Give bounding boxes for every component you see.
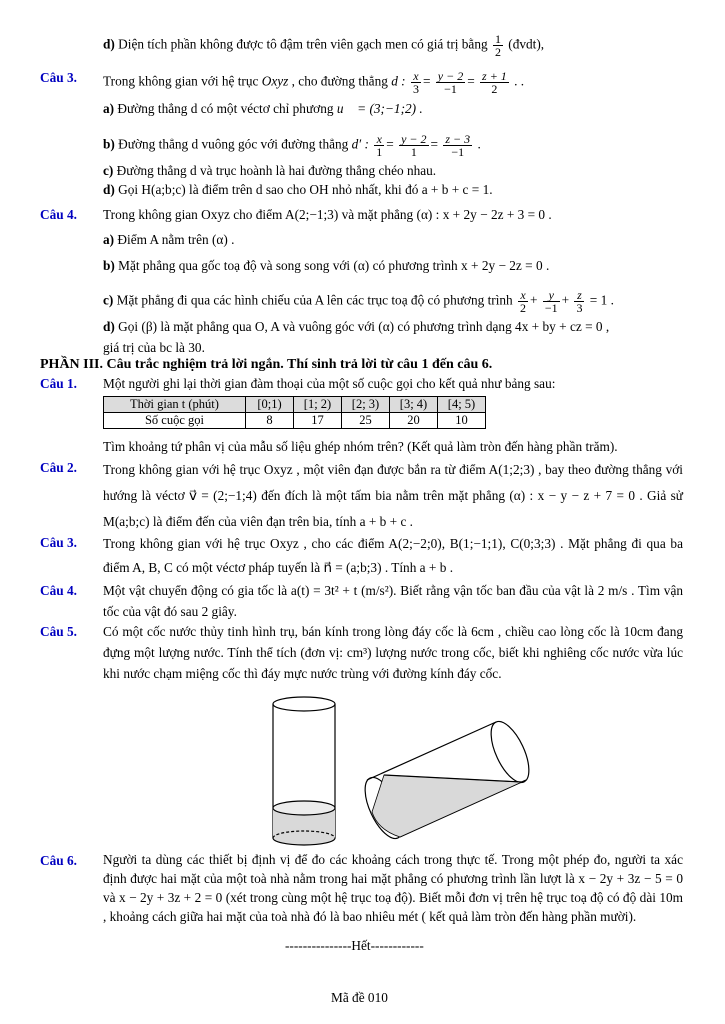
table-cell: 10: [438, 413, 486, 429]
question-stem: Trong không gian với hệ trục Oxyz , cho đường thẳng d : $\frac{x}{3}$ = $\frac{y - 2}{-1}$ = $\frac{z + 1}{2}$ . .: [103, 69, 525, 96]
q4-option-a: a) Điểm A nằm trên (α) .: [103, 232, 235, 247]
q4-option-d-cont: giá trị của bc là 30.: [103, 340, 205, 355]
table-cell: Thời gian t (phút): [104, 397, 246, 413]
question-label: Câu 3.: [40, 535, 77, 550]
q2-option-d: d) Diện tích phần không được tô đậm trên viên gạch men có giá trị bằng $\frac{1}{2}$ (đvdt),: [103, 32, 545, 59]
table-row: [104, 413, 486, 429]
question-text: Trong không gian với hệ trục Oxyz , cho các điểm A(2;−2;0), B(1;−1;1), C(0;3;3) . Mặt phẳng đi qua ba điểm A, B, C có một véctơ pháp tuyến là n⃗ = (a;b;3) . Tính a + b .: [103, 536, 683, 575]
q4-option-b: b) Mặt phẳng qua gốc toạ độ và song song với (α) có phương trình x + 2y − 2z = 0 .: [103, 258, 550, 273]
table-cell: 8: [246, 413, 294, 429]
question-label: Câu 2.: [40, 460, 77, 475]
question-stem: Một người ghi lại thời gian đàm thoại của một số cuộc gọi cho kết quả như bảng sau:: [103, 376, 556, 391]
question-label: Câu 4.: [40, 583, 77, 598]
table-cell: [4; 5): [438, 397, 486, 413]
tilted-cup-icon: [357, 716, 536, 844]
cylinder-figure: [260, 692, 550, 852]
upright-cup-icon: [273, 697, 335, 845]
question-label: Câu 5.: [40, 624, 77, 639]
question-text: Một vật chuyển động có gia tốc là a(t) = 3t² + t (m/s²). Biết rằng vận tốc ban đầu của vật là 2 m/s . Tìm vận tốc của vật đó sau 2 giây.: [103, 583, 683, 619]
option-text: Diện tích phần không được tô đậm trên viên gạch men có giá trị bằng: [118, 36, 488, 52]
table-cell: Số cuộc gọi: [104, 413, 246, 429]
fraction: $\frac{1}{2}$: [494, 32, 501, 59]
table-cell: [3; 4): [390, 397, 438, 413]
question-label: Câu 4.: [40, 207, 77, 222]
question-text: Người ta dùng các thiết bị định vị để đo các khoảng cách trong thực tế. Trong một phép đo, người ta xác định được hai mặt của một toà nhà nằm trong hai mặt phẳng có phương trình lần lượt là x − 2y + 3z − 5 = 0 và x − 2y + 3z + 2 = 0 (xét trong cùng một hệ trục toạ độ). Biết mỗi đơn vị trên hệ trục toạ độ có độ dài 10m , khoảng cách giữa hai mặt của toà nhà đó là bao nhiêu mét ( kết quả làm tròn đến hàng phần mười).: [103, 852, 683, 924]
option-label: d): [103, 36, 115, 52]
q4-option-d: d) Gọi (β) là mặt phẳng qua O, A và vuông góc với (α) có phương trình dạng 4x + by + cz = 0 ,: [103, 319, 610, 334]
q3-option-d: d) Gọi H(a;b;c) là điểm trên d sao cho OH nhỏ nhất, khi đó a + b + c = 1.: [103, 182, 493, 197]
end-mark: ---------------Hết------------: [285, 938, 424, 953]
q3-option-a: a) Đường thẳng d có một véctơ chỉ phương u⃗ = (3;−1;2) .: [103, 101, 423, 116]
question-label: Câu 3.: [40, 70, 77, 85]
exam-code-footer: Mã đề 010: [331, 990, 388, 1005]
table-cell: 20: [390, 413, 438, 429]
q4-option-c: c) Mặt phẳng đi qua các hình chiếu của A lên các trục toạ độ có phương trình $\frac{x}{2}$ + $\frac{y}{-1}$ + $\frac{z}{3}$ = 1 .: [103, 288, 614, 315]
question-text: Có một cốc nước thủy tinh hình trụ, bán kính trong lòng đáy cốc là 6cm , chiều cao lòng cốc là 10cm đang đựng một lượng nước. Tính thể tích (đơn vị: cm³) lượng nước trong cốc, biết khi nghiêng cốc nước vừa lúc khi nước chạm miệng cốc thì đáy mực nước trùng với đường kính đáy cốc.: [103, 624, 683, 681]
table-cell: [0;1): [246, 397, 294, 413]
question-label: Câu 6.: [40, 853, 77, 868]
question-text: Trong không gian với hệ trục Oxyz , một viên đạn được bắn ra từ điểm A(1;2;3) , bay theo đường thẳng với hướng là véctơ v⃗ = (2;−1;4) đến đích là một tấm bia nằm trên mặt phẳng (α) : x − y − z + 7 = 0 . Giả sử M(a;b;c) là điểm đến của viên đạn trên bia, tính a + b + c .: [103, 462, 683, 529]
q3-option-c: c) Đường thẳng d và trục hoành là hai đường thẳng chéo nhau.: [103, 163, 437, 178]
table-cell: [1; 2): [294, 397, 342, 413]
question-text: Tìm khoảng tứ phân vị của mẫu số liệu ghép nhóm trên? (Kết quả làm tròn đến hàng phần trăm).: [103, 439, 618, 454]
q3-option-b: b) Đường thẳng d vuông góc với đường thẳng d′ : $\frac{x}{1}$ = $\frac{y - 2}{1}$ = $\frac{z - 3}{-1}$ .: [103, 132, 481, 159]
table-cell: 25: [342, 413, 390, 429]
table-cell: [2; 3): [342, 397, 390, 413]
question-label: Câu 1.: [40, 376, 77, 391]
part-heading: PHẦN III. Câu trắc nghiệm trả lời ngắn. Thí sinh trả lời từ câu 1 đến câu 6.: [40, 357, 493, 372]
frequency-table: [103, 396, 486, 429]
question-stem: Trong không gian Oxyz cho điểm A(2;−1;3) và mặt phẳng (α) : x + 2y − 2z + 3 = 0 .: [103, 207, 552, 222]
table-cell: 17: [294, 413, 342, 429]
table-header-row: [104, 397, 486, 413]
